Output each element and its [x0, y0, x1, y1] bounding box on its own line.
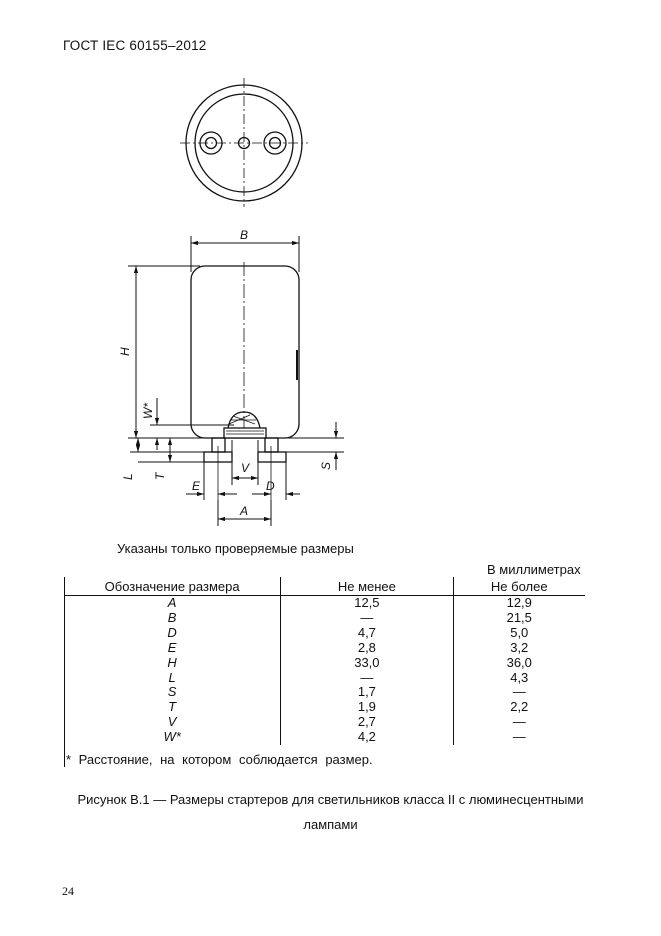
page-number: 24	[62, 884, 74, 898]
table-row	[64, 611, 585, 626]
cell-max: 36,0	[453, 656, 585, 671]
table-row	[64, 626, 585, 641]
table-row	[64, 685, 585, 700]
dimension-w	[150, 398, 234, 450]
note-text: Указаны только проверяемые размеры	[117, 541, 354, 556]
cell-min: 12,5	[281, 596, 453, 611]
cell-min: 33,0	[281, 656, 453, 671]
dimension-l-t	[130, 438, 212, 462]
cell-designation: S	[167, 684, 177, 700]
cell-designation: B	[167, 609, 177, 625]
label-b: B	[240, 228, 249, 242]
cell-max: 2,2	[453, 700, 585, 715]
dimensions-table	[64, 577, 585, 745]
table-row	[64, 700, 585, 715]
label-v: V	[241, 461, 250, 475]
cell-max: 12,9	[453, 596, 585, 611]
label-a: A	[240, 504, 249, 518]
table-row	[64, 730, 585, 745]
label-h: H	[118, 347, 132, 356]
cell-designation: V	[167, 714, 177, 730]
table-row	[64, 596, 585, 611]
table-row	[64, 715, 585, 730]
cell-designation: E	[167, 639, 177, 655]
figure-caption-continued: лампами	[303, 817, 358, 832]
header-max: Не более	[453, 577, 585, 596]
cell-min: —	[281, 671, 453, 686]
cell-designation: W*	[163, 729, 181, 745]
table-left-border	[64, 577, 65, 767]
cell-max: —	[453, 715, 585, 730]
cell-max: 21,5	[453, 611, 585, 626]
units-text: В миллиметрах	[487, 562, 581, 577]
label-e: E	[192, 479, 201, 493]
cell-min: 4,7	[281, 626, 453, 641]
footnote: * Расстояние, на котором соблюдается размер.	[66, 752, 373, 767]
table-header-row	[64, 577, 585, 596]
cell-min: —	[281, 611, 453, 626]
table-row	[64, 656, 585, 671]
label-s: S	[319, 461, 333, 470]
label-l: L	[121, 473, 135, 480]
cell-max: —	[453, 685, 585, 700]
figure-caption: Рисунок В.1 — Размеры стартеров для светильников класса II с люминесцентными	[77, 792, 584, 807]
header-designation: Обозначение размера	[64, 577, 281, 596]
cell-min: 1,7	[281, 685, 453, 700]
top-view	[180, 78, 308, 207]
table-row	[64, 641, 585, 656]
cell-designation: D	[167, 624, 177, 640]
document-header: ГОСТ IEC 60155–2012	[63, 38, 207, 53]
label-w: W*	[141, 403, 155, 419]
dimension-s	[286, 422, 344, 470]
cell-designation: T	[168, 699, 177, 715]
cell-max: 5,0	[453, 626, 585, 641]
cell-min: 1,9	[281, 700, 453, 715]
cell-max: 4,3	[453, 671, 585, 686]
cell-min: 4,2	[281, 730, 453, 745]
cell-designation: H	[167, 654, 177, 670]
cell-max: 3,2	[453, 641, 585, 656]
cell-designation: L	[168, 669, 176, 685]
label-d: D	[266, 479, 275, 493]
cell-min: 2,8	[281, 641, 453, 656]
cell-max: —	[453, 730, 585, 745]
label-t: T	[153, 472, 167, 480]
header-min: Не менее	[281, 577, 453, 596]
table-row	[64, 671, 585, 686]
cell-designation: A	[167, 595, 177, 610]
cell-min: 2,7	[281, 715, 453, 730]
